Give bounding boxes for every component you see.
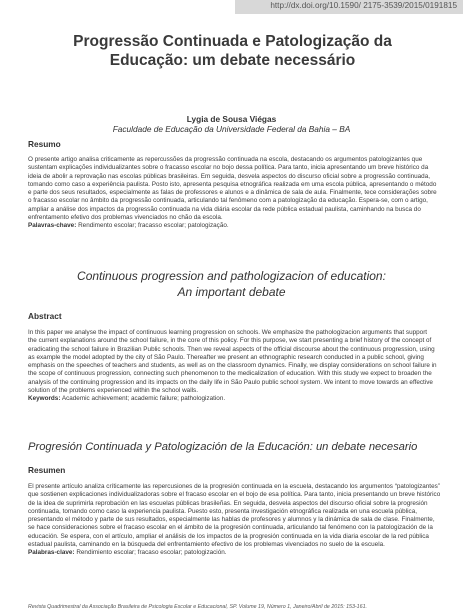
resumen-line: de la idea de suprimirla reprobación en las escuelas públicas brasileñas. En seguida, desvela aspectos del discurso oficial sobre la progresión [28,499,428,507]
abstract-keywords [28,395,444,403]
abstract-line: as example the model adopted by the city of São Paulo. Thereafter we present an ethnographic research conducted in a public school, giving [28,353,424,361]
resumo-line: enfrentamento efetivo dos problemas vivenciados no chão da escola. [28,214,223,222]
resumen-heading: Resumen [28,465,66,475]
article-title-line-1: Progressão Continuada e Patologização da [73,33,392,50]
resumen-line: estadual paulista, caminando en la búsqueda del enfrentamiento efectivo de los problemas vivenciados no suelo de la escuela. [28,541,385,549]
english-title [0,268,463,300]
abstract-line: solution of the problems experienced within the school walls. [28,387,198,395]
resumen-keywords [28,549,444,557]
article-title-line-2: Educação: um debate necessário [109,52,356,69]
abstract-body [28,329,444,404]
abstract-line: emphasis on the speeches of teachers and students, as well as on the classroom dynamics. Finally, we display considerations on school failure in [28,362,437,370]
resumo-heading: Resumo [28,139,61,149]
abstract-line: analysis of the continuing progression and its impacts on the daily life in São Paulo public school system. We intent to move towards an effective [28,378,433,386]
english-title-line-1: Continuous progression and pathologizacion of education: [77,269,386,283]
resumo-keywords-text: Rendimento escolar; fracasso escolar; patologização. [76,222,229,230]
resumo-line: sustentam explicações individualizantes sobre o fracasso escolar no bojo dessa política. Para tanto, inicia apresentando um breve histórico da [28,164,429,172]
resumo-body [28,156,444,231]
doi-bar [235,0,463,14]
resumo-line: e parte dos seus resultados, especialmente as falas de professores e alunos e a dinâmica de sala de aula. Finalmente, tece considerações sobre [28,189,437,197]
author-name: Lygia de Sousa Viégas [186,114,277,124]
resumo-line: ampliar a análise dos impactos da progressão continuada na vida diária escolar da rede pública estadual paulista, caminhando na busca do [28,205,421,213]
resumen-line: que sostienen explicaciones individualizadoras sobre el fracaso escolar en el bojo de esa política. Para tanto, inicia presentando un breve histórico [28,491,441,499]
article-title [40,32,425,70]
abstract-heading: Abstract [28,311,62,321]
resumen-keywords-label: Palabras-clave: [28,549,75,557]
resumo-line: tomando como caso a experiência paulista. Posto isto, apresenta pesquisa etnográfica realizada em uma escola pública, apresentando o método [28,180,437,188]
resumo-line: o fracasso escolar no âmbito da progressão continuada, articulando tal fenômeno com a patologização da educação. Espera-se, com o artigo, [28,197,428,205]
abstract-keywords-label: Keywords: [28,395,61,403]
resumo-line: O presente artigo analisa criticamente as repercussões da progressão continuada na escola, destacando os argumentos patologizantes que [28,156,423,163]
author-affiliation: Faculdade de Educação da Universidade Federal da Bahia – BA [112,124,351,134]
abstract-line: the current explanations around the school failure, in the core of this policy. For this purpose, we start presenting a brief history of the concept of [28,337,432,345]
resumo-keywords-label: Palavras-chave: [28,222,77,230]
resumen-line: se hace consideraciones sobre el fracaso escolar en el ámbito de la progresión continuada, articulando tal fenómeno con la patologización de la [28,524,433,532]
doi-link[interactable]: http://dx.doi.org/10.1590/ 2175-3539/2015/0191815 [270,1,457,10]
resumen-line: presentando el método y parte de sus resultados, especialmente las hablas de profesores y alumnos y la dinámica de sala de clase. Finalmente, [28,516,435,524]
resumen-line: continuada, tomando como caso la experiencia paulista. Puesto esto, presenta investigación etnográfica realizada en una escuela pública, [28,507,417,515]
abstract-line: the scope of continuous progression, connecting such phenomenon to the medicalization of education. With this study we expect to broaden the [28,370,432,378]
spanish-title: Progresión Continuada y Patologización de la Educación: un debate necesario [28,441,418,453]
resumo-line: ideia de abolir a reprovação nas escolas públicas brasileiras. Em seguida, desvela aspectos do discurso oficial sobre a progressão continuada, [28,172,431,180]
resumen-line: El presente artículo analiza críticamente las repercusiones de la progresión continuada en la escuela, destacando los argumentos “patologizantes” [28,483,440,490]
english-title-line-2: An important debate [177,285,286,299]
journal-footer: Revista Quadrimestral da Associação Brasileira de Psicologia Escolar e Educacional, SP. Volume 19, Número 1, Janeiro/Abril de 2015: 153-161. [28,604,367,610]
resumo-keywords [28,222,444,230]
resumen-keywords-text: Rendimiento escolar; fracaso escolar; patologización. [74,549,227,557]
resumen-line: educación. Se espera, con el artículo, ampliar el análisis de los impactos de la progresión continuada en la vida diaria escolar de la red pública [28,532,429,540]
abstract-line: In this paper we analyse the impact of continuous learning progression on schools. We emphasize the pathologizacion arguments that support [28,329,428,336]
resumen-body [28,483,444,558]
abstract-keywords-text: Academic achievement; academic failure; pathologization. [60,395,226,403]
abstract-line: eradicating the school failure in Brazilian Public schools. Then we reveal aspects of the official discourse about the continuous progression, using [28,345,435,353]
